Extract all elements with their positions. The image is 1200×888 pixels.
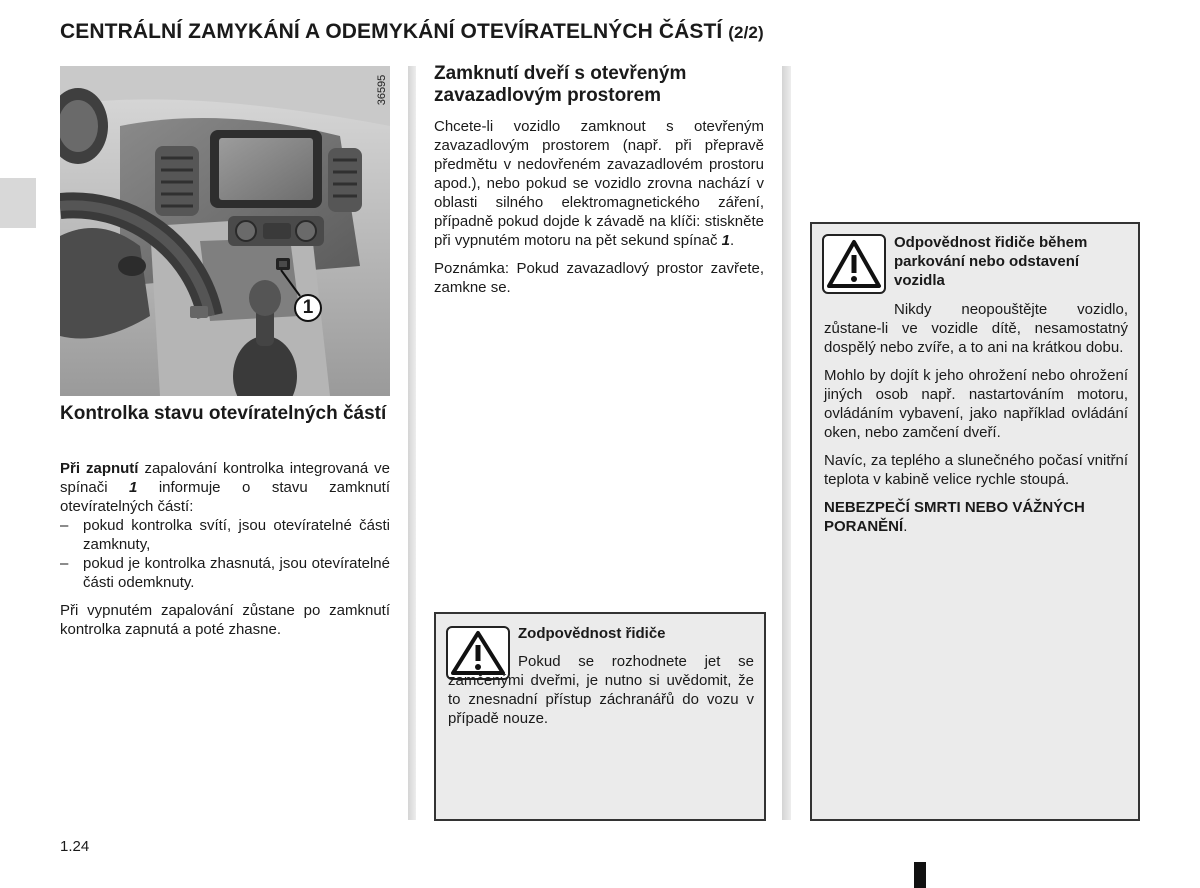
- dashboard-photo: [60, 66, 390, 396]
- left-para1: [60, 459, 390, 516]
- left-para1-bold: Při zapnutí: [60, 460, 139, 477]
- middle-body: [434, 117, 764, 297]
- switch-ref: 1: [129, 479, 138, 496]
- list-item-text: pokud kontrolka svítí, jsou otevíratelné části zamknuty,: [83, 517, 390, 553]
- page-title-part: (2/2): [728, 23, 764, 42]
- page-title: [60, 20, 764, 44]
- warning-triangle-icon: [822, 234, 886, 294]
- danger-text-end: .: [903, 518, 908, 535]
- right-para4: [824, 498, 1128, 536]
- lamp-state-list: [60, 516, 390, 592]
- warning-title: Zodpovědnost řidiče: [518, 625, 666, 642]
- middle-para1: [434, 117, 764, 250]
- list-item: [60, 516, 390, 554]
- list-item-text: pokud je kontrolka zhasnutá, jsou otevíratelné části odemknuty.: [83, 555, 390, 591]
- left-heading: Kontrolka stavu otevíratelných částí: [60, 403, 387, 424]
- right-warning-body: [824, 300, 1128, 536]
- switch-ref: 1: [721, 232, 731, 249]
- left-para2: Při vypnutém zapalování zůstane po zamknutí kontrolka zapnutá a poté zhasne.: [60, 602, 390, 638]
- middle-para1-b: .: [730, 232, 735, 249]
- list-item: [60, 554, 390, 592]
- middle-para2: Poznámka: Pokud zavazadlový prostor zavřete, zamkne se.: [434, 260, 764, 296]
- warning-text: Pokud se rozhodnete jet se zamčenými dveřmi, je nutno si uvědomit, že to znesnadní přístup záchranářů do vozu v případě nouze.: [448, 653, 754, 727]
- warning-box-driver: [434, 612, 766, 821]
- column-divider-left: [408, 66, 416, 820]
- middle-para1-a: Chcete-li vozidlo zamknout s otevřeným zavazadlovým prostorem (např. při přepravě předmětu v nedovřeném zavazadlovém prostoru apod.), nebo pokud se vozidlo zrovna nachází v oblasti silného elektromagnetického záření, případně pokud dojde k závadě na klíči: stiskněte při vypnutém motoru na pět sekund spínač: [434, 118, 764, 249]
- figure-ref-code: 36595: [376, 74, 388, 106]
- middle-heading: Zamknutí dveří s otevřeným zavazadlovým prostorem: [434, 63, 687, 106]
- callout-label: 1: [302, 297, 314, 318]
- list-dash: –: [60, 555, 69, 572]
- left-body: [60, 459, 390, 639]
- danger-text: NEBEZPEČÍ SMRTI NEBO VÁŽNÝCH PORANĚNÍ: [824, 499, 1085, 535]
- callout-1: [294, 294, 322, 322]
- right-para2: Mohlo by dojít k jeho ohrožení nebo ohrožení jiných osob např. nastartováním motoru, ovládáním vybavení, jako například ovládání oken, nebo zamčení dveří.: [824, 367, 1128, 441]
- page-title-main: CENTRÁLNÍ ZAMYKÁNÍ A ODEMYKÁNÍ OTEVÍRATELNÝCH ČÁSTÍ: [60, 20, 723, 43]
- right-para1: Nikdy neopouštějte vozidlo, zůstane-li ve vozidle dítě, nesamostatný dospělý nebo zvíře, a to ani na krátkou dobu.: [824, 301, 1128, 356]
- list-dash: –: [60, 517, 69, 534]
- column-divider-right: [782, 66, 791, 820]
- right-para3: Navíc, za teplého a slunečného počasí vnitřní teplota v kabině velice rychle stoupá.: [824, 452, 1128, 488]
- warning-title: Odpovědnost řidiče během parkování nebo odstavení vozidla: [894, 234, 1088, 289]
- left-para1-b: informuje o stavu zamknutí otevíratelných částí:: [60, 479, 390, 515]
- page-edge-mark: [914, 862, 926, 888]
- section-tab: [0, 178, 36, 228]
- left-para1-a: zapalování kontrolka integrovaná ve spínači: [60, 460, 391, 496]
- page-number: 1.24: [60, 838, 90, 855]
- warning-box-parking: [810, 222, 1140, 821]
